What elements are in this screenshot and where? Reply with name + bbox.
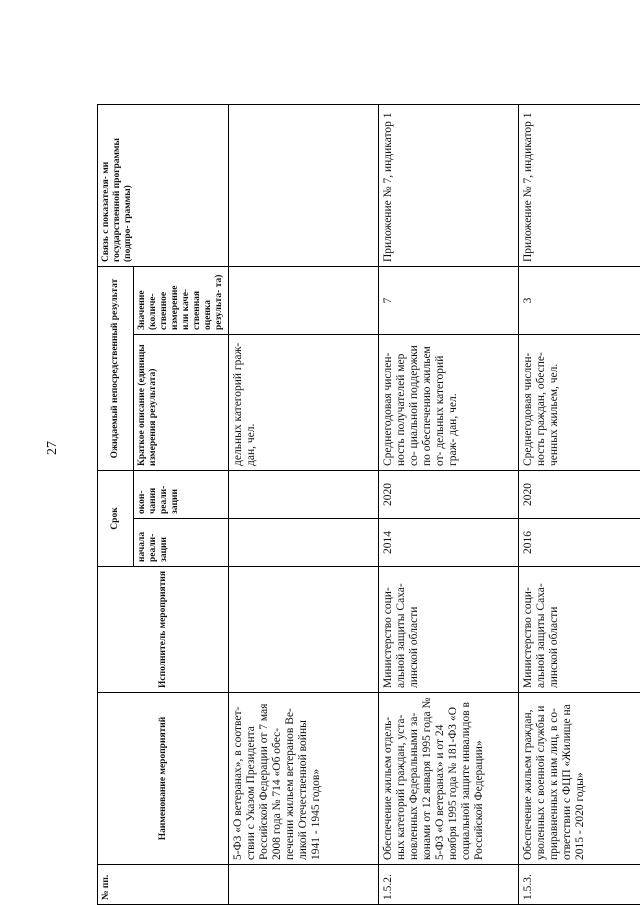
table-row [379,105,519,905]
header-row-1 [98,105,134,905]
header-result-value: Значение (количе- ственное измерение или каче- ственная оценка результа- та) [134,267,229,335]
page-number: 27 [45,441,60,455]
measures-table [97,104,640,905]
rotated-table-page [97,105,627,905]
cell-name: 5-ФЗ «О ветеранах», в соответ- ствии с Указом Президента Российской Федерации от 7 мая 2008 года № 714 «Об обес- печении жильем ветеранов Ве- ликой Отечественной войны 1941 - 1945 годов» [229,693,379,865]
cell-result-value: 7 [379,267,519,335]
header-link: Связь с показателя- ми государственной программы (подпро- граммы) [98,105,229,267]
cell-executor [229,567,379,693]
cell-end: 2020 [519,471,640,519]
cell-num: 1.5.2. [379,865,519,905]
cell-num: 1.5.3. [519,865,640,905]
cell-end: 2020 [379,471,519,519]
cell-start: 2016 [519,519,640,567]
cell-link: Приложение № 7, индикатор 1 [519,105,640,267]
header-term: Срок [98,471,134,567]
header-num: № пп. [98,865,229,905]
cell-result-value [229,267,379,335]
header-term-start: начала реали- зации [134,519,229,567]
cell-name: Обеспечение жильем отдель- ных категорий граждан, уста- новленных Федеральными за- конами от 12 января 1995 года № 5-ФЗ «О ветеранах» и от 24 ноября 1995 года № 181-ФЗ «О социальной защите инвалидов в Российской Федерации» [379,693,519,865]
cell-link: Приложение № 7, индикатор 1 [379,105,519,267]
cell-result-desc: Среднегодовая числен- ность получателей мер со- циальной поддержки по обеспечению жильем от- дельных категорий граж- дан, чел. [379,335,519,471]
table-row [229,105,379,905]
cell-link [229,105,379,267]
cell-result-desc: Среднегодовая числен- ность граждан, обеспе- ченных жильем, чел. [519,335,640,471]
header-executor: Исполнитель мероприятия [98,567,229,693]
cell-start: 2014 [379,519,519,567]
header-name: Наименование мероприятий [98,693,229,865]
header-result: Ожидаемый непосредственный результат [98,267,134,471]
header-result-desc: Краткое описание (единицы измерения результата) [134,335,229,471]
cell-executor: Министерство соци- альной защиты Саха- линской области [519,567,640,693]
cell-name: Обеспечение жильем граждан, уволенных с военной службы и приравненных к ним лиц, в со- ответствии с ФЦП «Жилище на 2015 - 2020 годы» [519,693,640,865]
header-term-end: окон- чания реали- зации [134,471,229,519]
cell-end [229,471,379,519]
cell-executor: Министерство соци- альной защиты Саха- линской области [379,567,519,693]
cell-num [229,865,379,905]
cell-result-value: 3 [519,267,640,335]
cell-start [229,519,379,567]
cell-result-desc: дельных категорий граж- дан, чел. [229,335,379,471]
table-row [519,105,640,905]
